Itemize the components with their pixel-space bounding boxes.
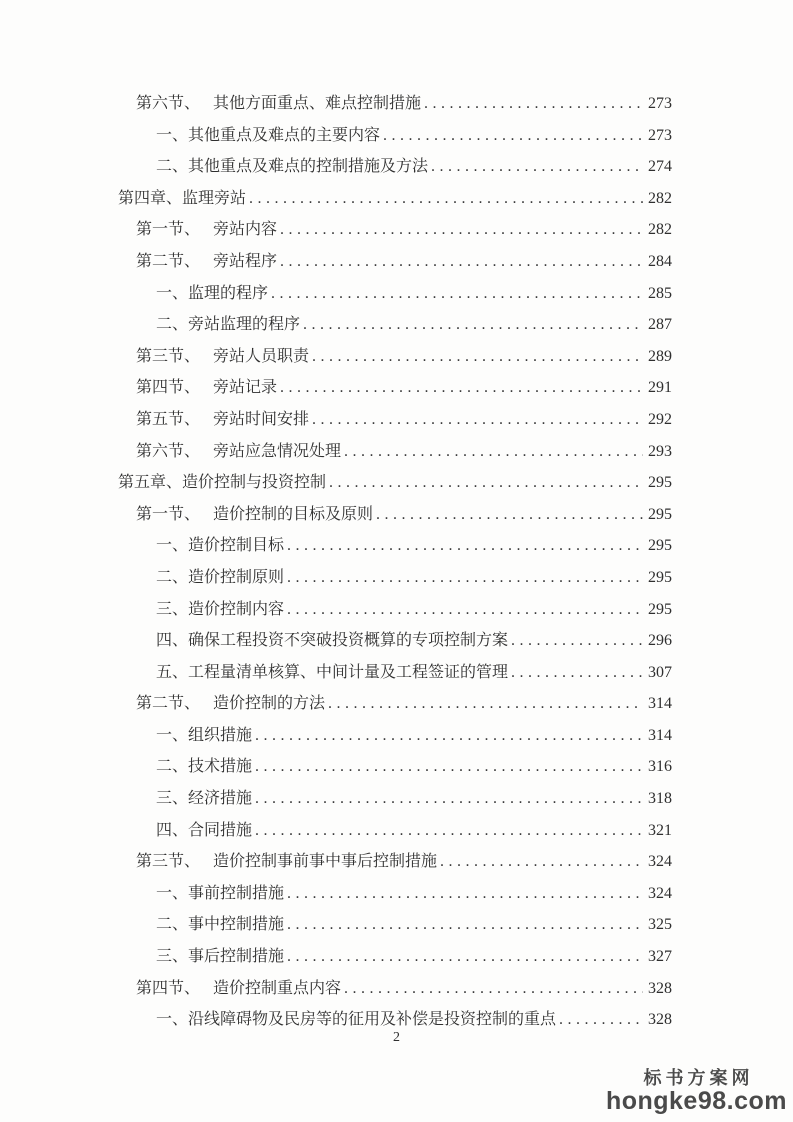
- toc-dot-leader: [376, 499, 643, 531]
- toc-entry: [0, 688, 672, 720]
- toc-entry-title: 三、造价控制内容: [156, 600, 285, 618]
- toc-entry-page: 284: [648, 252, 672, 270]
- page-number: 2: [393, 1030, 400, 1045]
- toc-entry-page: 285: [648, 284, 672, 302]
- toc-entry-title: 二、事中控制措施: [156, 916, 285, 934]
- toc-entry: [0, 120, 672, 152]
- toc-dot-leader: [312, 341, 643, 373]
- toc-dot-leader: [287, 941, 643, 973]
- toc-entry: [0, 372, 672, 404]
- toc-entry: [0, 625, 672, 657]
- toc-entry: [0, 183, 672, 215]
- toc-entry: [0, 467, 672, 499]
- toc-entry: [0, 214, 672, 246]
- toc-entry-page: 325: [648, 916, 672, 934]
- toc-entry-title: 一、造价控制目标: [156, 537, 285, 555]
- toc-entry-page: 282: [648, 221, 672, 239]
- toc-entry-title: 旁站记录: [213, 379, 278, 397]
- toc-entry-title: 造价控制重点内容: [213, 979, 342, 997]
- toc-entry-page: 318: [648, 790, 672, 808]
- toc-dot-leader: [271, 278, 643, 310]
- toc-entry-label: 第五节、: [136, 410, 201, 428]
- toc-dot-leader: [249, 183, 643, 215]
- toc-dot-leader: [424, 88, 643, 120]
- toc-entry-label: 第三节、: [136, 347, 201, 365]
- toc-entry-page: 295: [648, 474, 672, 492]
- toc-entry: [0, 783, 672, 815]
- toc-entry: [0, 751, 672, 783]
- toc-entry-page: 274: [648, 158, 672, 176]
- toc-entry-page: 321: [648, 821, 672, 839]
- toc-entry-page: 295: [648, 600, 672, 618]
- toc-entry: [0, 341, 672, 373]
- toc-dot-leader: [440, 846, 643, 878]
- toc-entry-label: 第三节、: [136, 853, 201, 871]
- toc-dot-leader: [431, 151, 643, 183]
- toc-entry: [0, 88, 672, 120]
- toc-entry-title: 旁站应急情况处理: [213, 442, 342, 460]
- toc-entry-label: 第二节、: [136, 252, 201, 270]
- toc-entry-title: 旁站人员职责: [213, 347, 310, 365]
- toc-dot-leader: [287, 594, 643, 626]
- toc-entry: [0, 941, 672, 973]
- toc-entry: [0, 436, 672, 468]
- toc-entry-title: 五、工程量清单核算、中间计量及工程签证的管理: [156, 663, 509, 681]
- toc-entry: [0, 530, 672, 562]
- toc-dot-leader: [255, 815, 643, 847]
- toc-entry-page: 293: [648, 442, 672, 460]
- toc-entry-title: 其他方面重点、难点控制措施: [213, 95, 422, 112]
- toc-entry-title: 第五章、造价控制与投资控制: [118, 474, 327, 492]
- toc-entry-page: 289: [648, 347, 672, 365]
- toc-entry-title: 一、组织措施: [156, 726, 253, 744]
- toc-dot-leader: [287, 530, 643, 562]
- toc-entry-page: 296: [648, 632, 672, 650]
- toc-dot-leader: [287, 878, 643, 910]
- toc-dot-leader: [303, 309, 643, 341]
- toc-entry-title: 第四章、监理旁站: [118, 189, 247, 207]
- toc-entry-page: 328: [648, 1011, 672, 1029]
- toc-entry-title: 二、技术措施: [156, 758, 253, 776]
- toc-entry-label: 第六节、: [136, 442, 201, 460]
- toc-dot-leader: [312, 404, 643, 436]
- toc-entry-page: 295: [648, 568, 672, 586]
- toc-entry-title: 二、其他重点及难点的控制措施及方法: [156, 158, 429, 176]
- toc-entry: [0, 404, 672, 436]
- toc-entry: [0, 594, 672, 626]
- toc-entry: [0, 878, 672, 910]
- toc-dot-leader: [329, 467, 643, 499]
- watermark-site-name: 标书方案网: [643, 1067, 754, 1088]
- toc-entry-title: 一、沿线障碍物及民房等的征用及补偿是投资控制的重点: [156, 1011, 557, 1029]
- table-of-contents: [0, 88, 672, 1036]
- toc-entry: [0, 909, 672, 941]
- toc-entry-title: 四、合同措施: [156, 821, 253, 839]
- toc-entry-page: 314: [648, 695, 672, 713]
- toc-entry: [0, 246, 672, 278]
- toc-entry-title: 旁站程序: [213, 252, 278, 270]
- toc-entry: [0, 309, 672, 341]
- toc-entry: [0, 657, 672, 689]
- toc-entry-label: 第六节、: [136, 95, 201, 112]
- toc-dot-leader: [255, 751, 643, 783]
- toc-entry-label: 第二节、: [136, 695, 201, 713]
- toc-entry-page: 282: [648, 189, 672, 207]
- toc-entry-page: 314: [648, 726, 672, 744]
- toc-entry-page: 327: [648, 948, 672, 966]
- toc-entry-page: 273: [648, 126, 672, 144]
- watermark-site-url: hongke98.com: [605, 1086, 787, 1115]
- toc-entry-title: 二、旁站监理的程序: [156, 316, 301, 334]
- toc-dot-leader: [344, 436, 643, 468]
- toc-dot-leader: [280, 372, 643, 404]
- toc-entry-page: 324: [648, 853, 672, 871]
- toc-dot-leader: [328, 688, 643, 720]
- toc-entry-page: 295: [648, 537, 672, 555]
- toc-entry-title: 四、确保工程投资不突破投资概算的专项控制方案: [156, 632, 509, 650]
- toc-entry-page: 292: [648, 410, 672, 428]
- toc-dot-leader: [280, 214, 643, 246]
- toc-dot-leader: [383, 120, 643, 152]
- toc-entry-page: 273: [648, 95, 672, 112]
- toc-entry-title: 三、经济措施: [156, 790, 253, 808]
- toc-entry: [0, 720, 672, 752]
- toc-entry-page: 295: [648, 505, 672, 523]
- toc-entry-label: 第一节、: [136, 221, 201, 239]
- toc-dot-leader: [280, 246, 643, 278]
- toc-dot-leader: [287, 562, 643, 594]
- toc-entry-page: 324: [648, 884, 672, 902]
- toc-entry-title: 旁站时间安排: [213, 410, 310, 428]
- toc-dot-leader: [255, 720, 643, 752]
- toc-dot-leader: [287, 909, 643, 941]
- toc-entry-title: 旁站内容: [213, 221, 278, 239]
- toc-entry-title: 造价控制的目标及原则: [213, 505, 374, 523]
- toc-entry-label: 第四节、: [136, 379, 201, 397]
- toc-entry-label: 第四节、: [136, 979, 201, 997]
- toc-entry-page: 287: [648, 316, 672, 334]
- toc-entry: [0, 562, 672, 594]
- toc-entry-page: 291: [648, 379, 672, 397]
- toc-entry-title: 一、其他重点及难点的主要内容: [156, 126, 381, 144]
- toc-entry-page: 307: [648, 663, 672, 681]
- toc-dot-leader: [344, 973, 643, 1005]
- toc-dot-leader: [511, 625, 643, 657]
- toc-entry-title: 一、监理的程序: [156, 284, 269, 302]
- toc-entry-title: 造价控制的方法: [213, 695, 326, 713]
- toc-entry-title: 三、事后控制措施: [156, 948, 285, 966]
- toc-dot-leader: [255, 783, 643, 815]
- toc-entry-page: 316: [648, 758, 672, 776]
- toc-entry: [0, 151, 672, 183]
- toc-entry-label: 第一节、: [136, 505, 201, 523]
- toc-entry: [0, 499, 672, 531]
- toc-entry-page: 328: [648, 979, 672, 997]
- toc-entry: [0, 846, 672, 878]
- toc-entry-title: 二、造价控制原则: [156, 568, 285, 586]
- toc-entry: [0, 278, 672, 310]
- toc-entry-title: 一、事前控制措施: [156, 884, 285, 902]
- toc-entry: [0, 973, 672, 1005]
- toc-dot-leader: [511, 657, 643, 689]
- watermark: [606, 1069, 787, 1114]
- toc-entry-title: 造价控制事前事中事后控制措施: [213, 853, 438, 871]
- toc-entry: [0, 815, 672, 847]
